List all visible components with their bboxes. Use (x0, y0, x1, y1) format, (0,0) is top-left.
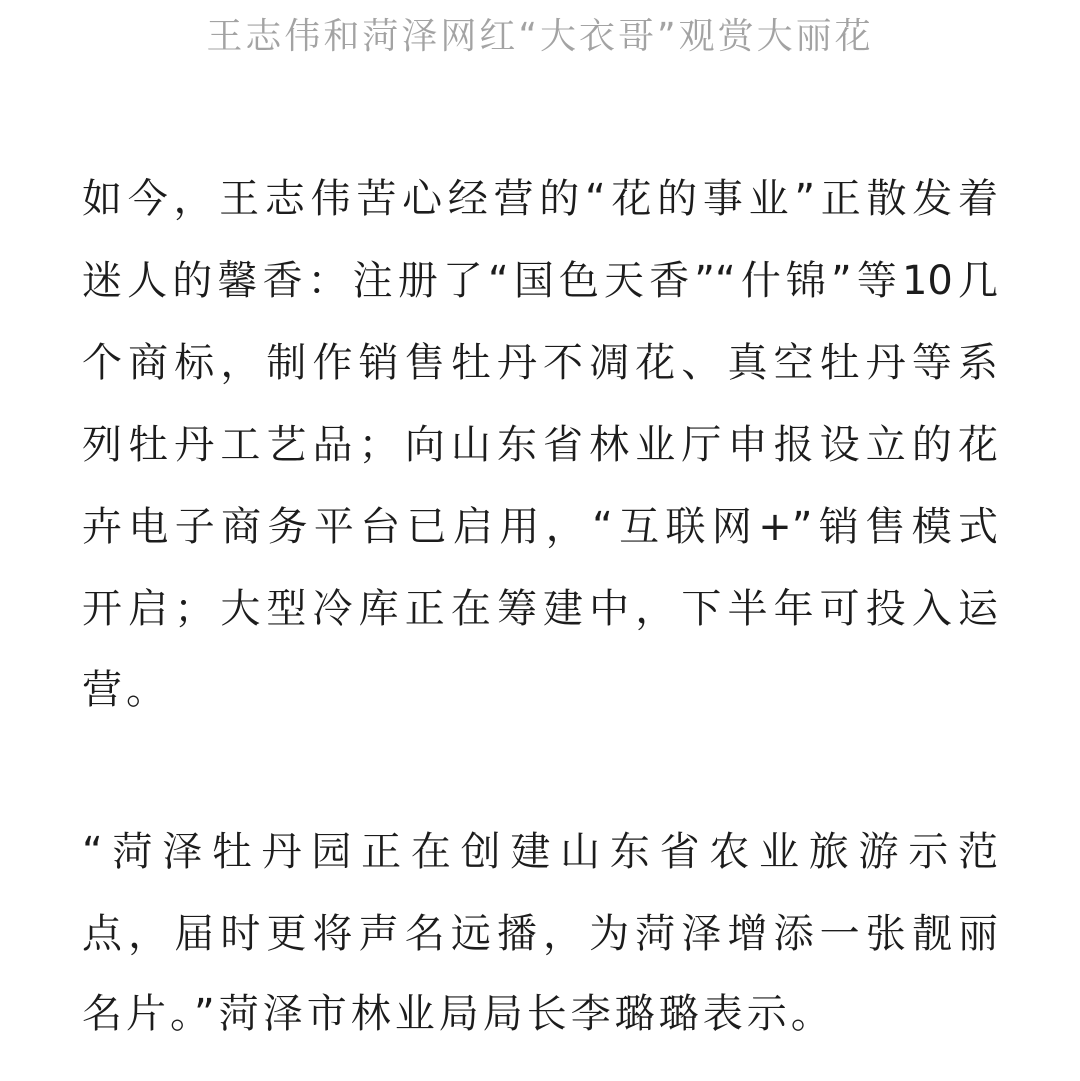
paragraph-line: “菏泽牡丹园正在创建山东省农业旅游示范 (82, 829, 998, 875)
paragraph-line: 开启；大型冷库正在筹建中，下半年可投入运 (82, 586, 998, 632)
paragraph-line: 点，届时更将声名远播，为菏泽增添一张靓丽 (82, 911, 998, 957)
paragraph-line: 名片。”菏泽市林业局局长李璐璐表示。 (82, 991, 835, 1037)
image-caption: 王志伟和菏泽网红“大衣哥”观赏大丽花 (206, 16, 874, 57)
paragraph-line: 个商标，制作销售牡丹不凋花、真空牡丹等系 (82, 340, 998, 386)
paragraph-line: 营。 (82, 667, 170, 713)
paragraph-line: 如今，王志伟苦心经营的“花的事业”正散发着 (82, 176, 998, 222)
paragraph-line: 列牡丹工艺品；向山东省林业厅申报设立的花 (82, 422, 998, 468)
paragraph-line: 卉电子商务平台已启用，“互联网+”销售模式 (82, 504, 998, 550)
paragraph-line: 迷人的馨香：注册了“国色天香”“什锦”等10几 (82, 258, 998, 304)
